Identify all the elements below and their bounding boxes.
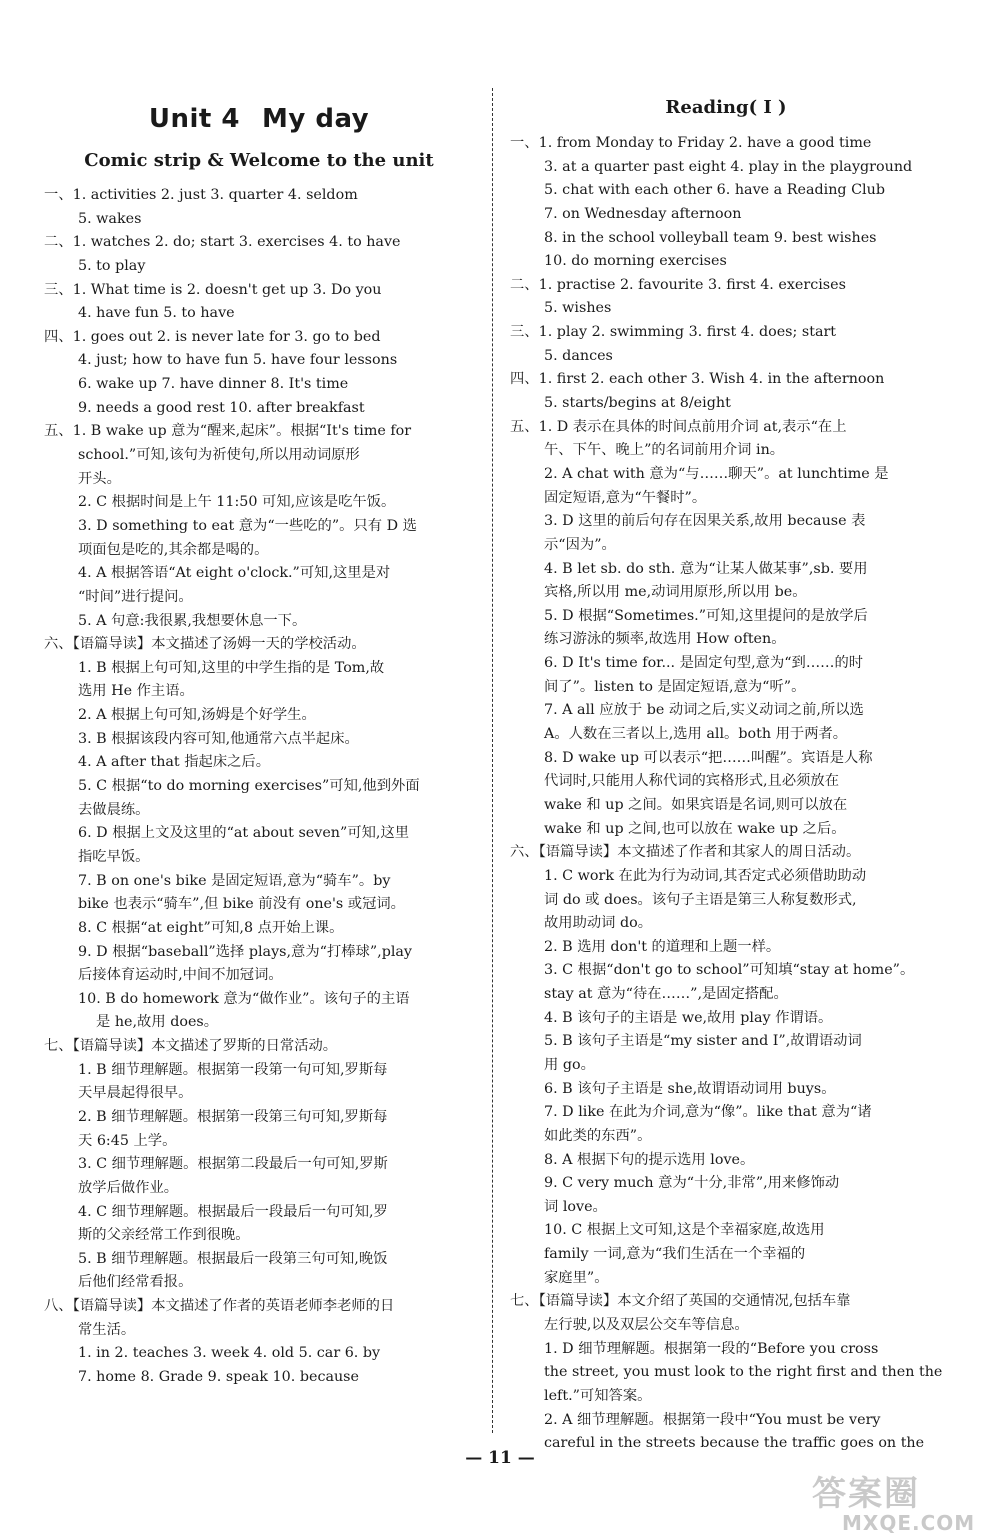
answer-line: 3. D something to eat 意为“一些吃的”。只有 D 选 [78,517,417,534]
answer-line: 项面包是吃的,其余都是喝的。 [78,541,269,558]
answer-line: 用 go。 [544,1056,595,1073]
answer-line: 7. A all 应放于 be 动词之后,实义动词之前,所以选 [544,702,864,719]
answer-line: 午、下午、晚上”的名词前用介词 in。 [544,442,785,459]
answer-line: 指吃早饭。 [78,848,150,865]
answer-line: 天 6:45 上学。 [78,1132,177,1149]
answer-line: 6. B 该句子主语是 she,故谓语动词用 buys。 [544,1080,836,1097]
answer-line: 2. B 细节理解题。根据第一段第三句可知,罗斯每 [78,1108,388,1125]
answer-line: 2. C 根据时间是上午 11:50 可知,应该是吃午饭。 [78,494,396,511]
answer-line: A。人数在三者以上,选用 all。both 用于两者。 [544,726,848,743]
watermark-text: 答案圈 [812,1474,920,1514]
section-title-reading: Reading( Ⅰ ) [665,97,787,118]
answer-line: 七、【语篇导读】本文描述了罗斯的日常活动。 [44,1038,338,1055]
answer-line: 去做晨练。 [78,801,150,818]
answer-line: 5. D 根据“Sometimes.”可知,这里提问的是放学后 [544,607,868,624]
column-divider [492,88,493,1433]
section-title-comic-strip: Comic strip & Welcome to the unit [84,150,434,171]
answer-line: 词 love。 [544,1198,607,1215]
answer-line: 五、1. B wake up 意为“醒来,起床”。根据“It's time for [44,423,412,440]
unit-number: Unit 4 [148,104,240,134]
answer-line: 八、【语篇导读】本文描述了作者的英语老师李老师的日 [44,1298,395,1315]
answer-line: 4. C 细节理解题。根据最后一段最后一句可知,罗 [78,1203,388,1220]
answer-line: careful in the streets because the traffic goes on the [544,1435,925,1452]
answer-line: 9. C very much 意为“十分,非常”,用来修饰动 [544,1175,840,1192]
answer-line: 3. B 根据该段内容可知,他通常六点半起床。 [78,730,359,747]
answer-line: 10. do morning exercises [544,253,727,270]
answer-line: 斯的父亲经常工作到很晚。 [78,1227,250,1244]
right-answer-list [510,132,942,1456]
answer-line: 5. C 根据“to do morning exercises”可知,他到外面 [78,778,420,795]
answer-line: wake 和 up 之间,也可以放在 wake up 之后。 [544,820,846,837]
answer-line: 8. D wake up 可以表示“把……叫醒”。宾语是人称 [544,749,873,766]
answer-line: 6. D 根据上文及这里的“at about seven”可知,这里 [78,825,410,842]
watermark-logo [812,1474,976,1535]
answer-line: family 一词,意为“我们生活在一个幸福的 [544,1246,806,1263]
page-number: — 11 — [465,1448,535,1468]
answer-line: 2. A 细节理解题。根据第一段中“You must be very [544,1411,881,1428]
answer-line: 代词时,只能用人称代词的宾格形式,且必须放在 [544,773,840,790]
answer-line: “时间”进行提问。 [78,588,193,605]
answer-line: 4. A after that 指起床之后。 [78,754,271,771]
answer-line: 3. at a quarter past eight 4. play in the playground [544,158,913,175]
answer-line: 3. C 细节理解题。根据第二段最后一句可知,罗斯 [78,1156,388,1173]
answer-line: 四、1. goes out 2. is never late for 3. go to bed [44,328,381,345]
answer-line: 5. wishes [544,300,612,317]
answer-line: 5. chat with each other 6. have a Reading Club [544,182,885,199]
answer-line: 词 do 或 does。该句子主语是第三人称复数形式, [544,891,857,908]
answer-line: 七、【语篇导读】本文介绍了英国的交通情况,包括车靠 [510,1293,851,1310]
answer-line: 5. B 细节理解题。根据最后一段第三句可知,晚饭 [78,1250,388,1267]
answer-line: 7. D like 在此为介词,意为“像”。like that 意为“诸 [544,1104,872,1121]
answer-line: 后他们经常看报。 [78,1274,193,1291]
answer-line: 5. A 句意:我很累,我想要休息一下。 [78,612,307,629]
answer-line: 4. B let sb. do sth. 意为“让某人做某事”,sb. 要用 [544,560,868,577]
answer-line: 一、1. activities 2. just 3. quarter 4. seldom [44,187,358,203]
answer-line: 后接体育运动时,中间不加冠词。 [78,967,283,984]
answer-line: 放学后做作业。 [78,1179,179,1196]
answer-line: 五、1. D 表示在具体的时间点前用介词 at,表示“在上 [510,418,847,435]
answer-line: 常生活。 [78,1321,136,1338]
answer-line: stay at 意为“待在……”,是固定搭配。 [544,986,788,1003]
answer-line: 二、1. watches 2. do; start 3. exercises 4. to have [44,234,401,251]
answer-line: 天早晨起得很早。 [78,1085,193,1102]
answer-line: 1. D 细节理解题。根据第一段的“Before you cross [544,1340,879,1357]
answer-line: 如此类的东西”。 [544,1127,652,1144]
answer-line: 7. on Wednesday afternoon [544,205,742,222]
answer-line: 故用助动词 do。 [544,915,653,932]
unit-name: My day [261,104,370,134]
answer-line: 四、1. first 2. each other 3. Wish 4. in the afternoon [510,371,885,388]
answer-line: 8. in the school volleyball team 9. best wishes [544,229,877,246]
answer-line: 1. B 细节理解题。根据第一段第一句可知,罗斯每 [78,1061,388,1078]
answer-line: 三、1. play 2. swimming 3. first 4. does; start [510,324,837,341]
answer-line: left.”可知答案。 [544,1387,652,1404]
answer-line: 二、1. practise 2. favourite 3. first 4. exercises [510,276,846,293]
answer-line: 10. C 根据上文可知,这是个幸福家庭,故选用 [544,1222,825,1239]
answer-line: 5. starts/begins at 8/eight [544,395,731,412]
answer-line: 六、【语篇导读】本文描述了作者和其家人的周日活动。 [510,844,861,861]
answer-line: 六、【语篇导读】本文描述了汤姆一天的学校活动。 [44,636,366,653]
answer-line: 7. B on one's bike 是固定短语,意为“骑车”。by [78,872,391,889]
answer-line: 固定短语,意为“午餐时”。 [544,489,707,506]
answer-line: 家庭里”。 [544,1269,609,1286]
answer-line: 9. needs a good rest 10. after breakfast [78,399,365,416]
answer-line: 1. B 根据上句可知,这里的中学生指的是 Tom,故 [78,659,385,676]
answer-line: 6. wake up 7. have dinner 8. It's time [78,376,349,393]
answer-line: 4. A 根据答语“At eight o'clock.”可知,这里是对 [78,565,391,582]
answer-line: 选用 He 作主语。 [78,683,194,700]
answer-line: 一、1. from Monday to Friday 2. have a good time [510,135,872,151]
answer-line: 2. A chat with 意为“与……聊天”。at lunchtime 是 [544,465,889,482]
answer-line: 4. B 该句子的主语是 we,故用 play 作谓语。 [544,1009,833,1026]
answer-line: 4. just; how to have fun 5. have four lessons [78,352,398,369]
answer-line: 7. home 8. Grade 9. speak 10. because [78,1369,359,1386]
answer-line: 1. in 2. teaches 3. week 4. old 5. car 6. by [78,1345,381,1362]
answer-line: 5. dances [544,347,613,364]
answer-line: the street, you must look to the right first and then the [544,1364,942,1381]
answer-line: 是 he,故用 does。 [96,1014,219,1031]
answer-line: 10. B do homework 意为“做作业”。该句子的主语 [78,990,410,1007]
answer-line: 2. A 根据上句可知,汤姆是个好学生。 [78,707,316,724]
answer-line: 1. C work 在此为行为动词,其否定式必须借助助动 [544,867,867,884]
answer-line: 4. have fun 5. to have [78,305,235,322]
answer-line: 5. wakes [78,210,142,227]
answer-line: 左行驶,以及双层公交车等信息。 [544,1317,749,1334]
answer-line: 6. D It's time for... 是固定句型,意为“到……的时 [544,655,864,672]
answer-line: 5. to play [78,257,146,274]
answer-line: 8. A 根据下句的提示选用 love。 [544,1151,755,1168]
answer-line: 三、1. What time is 2. doesn't get up 3. Do you [44,281,382,298]
answer-line: school.”可知,该句为祈使句,所以用动词原形 [78,447,360,464]
answer-line: 宾格,所以用 me,动词用原形,所以用 be。 [544,584,807,601]
answer-line: 8. C 根据“at eight”可知,8 点开始上课。 [78,919,344,936]
answer-line: 开头。 [78,470,121,487]
answer-line: 间了”。listen to 是固定短语,意为“听”。 [544,678,806,695]
answer-line: wake 和 up 之间。如果宾语是名词,则可以放在 [544,796,848,813]
answer-line: bike 也表示“骑车”,但 bike 前没有 one's 或冠词。 [78,896,405,913]
unit-title [44,104,474,134]
answer-line: 2. B 选用 don't 的道理和上题一样。 [544,938,781,955]
answer-line: 9. D 根据“baseball”选择 plays,意为“打棒球”,play [78,943,413,960]
answer-line: 示“因为”。 [544,536,616,553]
watermark-url: MXQE.COM [842,1511,976,1535]
answer-line: 练习游泳的频率,故选用 How often。 [544,631,786,648]
answer-line: 5. B 该句子主语是“my sister and I”,故谓语动词 [544,1033,862,1050]
answer-line: 3. D 这里的前后句存在因果关系,故用 because 表 [544,513,866,530]
left-answer-list [44,184,474,1390]
answer-line: 3. C 根据“don't go to school”可知填“stay at home”。 [544,962,915,979]
